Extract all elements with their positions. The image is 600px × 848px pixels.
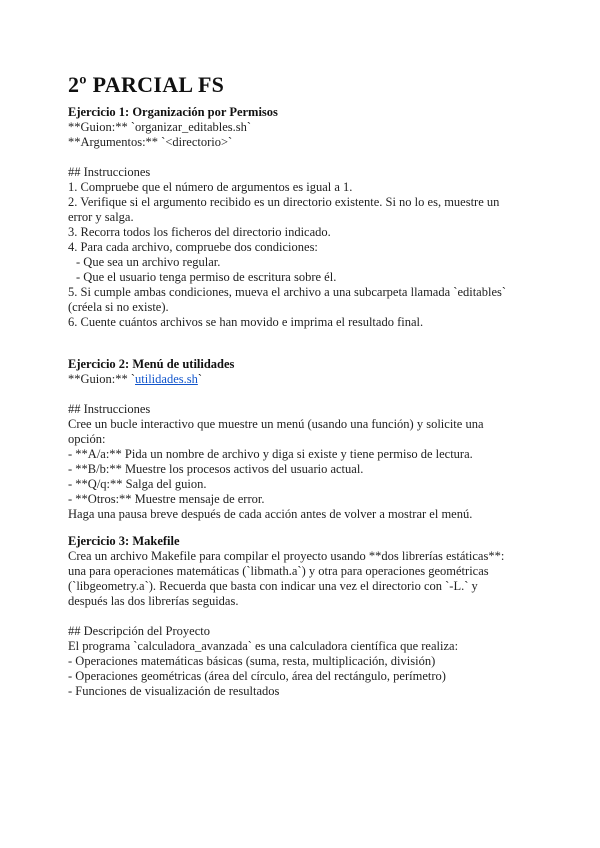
- ejercicio-3-descripcion-label: ## Descripción del Proyecto: [68, 624, 210, 638]
- sub-bullet: - Que el usuario tenga permiso de escritura sobre él.: [76, 270, 337, 284]
- menu-option: - **Otros:** Muestre mensaje de error.: [68, 492, 265, 506]
- body-line: opción:: [68, 432, 106, 446]
- ejercicio-3-heading: Ejercicio 3: Makefile: [68, 534, 180, 548]
- ejercicio-1-heading: Ejercicio 1: Organización por Permisos: [68, 105, 278, 119]
- ejercicio-1-guion: **Guion:** `organizar_editables.sh`: [68, 120, 252, 134]
- step: 2. Verifique si el argumento recibido es un directorio existente. Si no lo es, muestre un: [68, 195, 500, 209]
- menu-option: - **A/a:** Pida un nombre de archivo y diga si existe y tiene permiso de lectura.: [68, 447, 473, 461]
- bullet-line: - Operaciones matemáticas básicas (suma, resta, multiplicación, división): [68, 654, 436, 668]
- section-ejercicio-1: [68, 105, 544, 330]
- spacer: [68, 609, 544, 624]
- bullet-line: - Funciones de visualización de resultados: [68, 684, 280, 698]
- sub-bullet: - Que sea un archivo regular.: [76, 255, 221, 269]
- spacer: [68, 330, 544, 357]
- body-line: El programa `calculadora_avanzada` es una calculadora científica que realiza:: [68, 639, 459, 653]
- step: 6. Cuente cuántos archivos se han movido e imprima el resultado final.: [68, 315, 424, 329]
- step: 5. Si cumple ambas condiciones, mueva el archivo a una subcarpeta llamada `editables`: [68, 285, 507, 299]
- step: 3. Recorra todos los ficheros del directorio indicado.: [68, 225, 331, 239]
- body-line: (`libgeometry.a`). Recuerda que basta con indicar una vez el directorio con `-L.` y: [68, 579, 478, 593]
- ejercicio-1-argumentos: **Argumentos:** `<directorio>`: [68, 135, 233, 149]
- body-line: Haga una pausa breve después de cada acción antes de volver a mostrar el menú.: [68, 507, 473, 521]
- spacer: [68, 387, 544, 402]
- body-line: Crea un archivo Makefile para compilar el proyecto usando **dos librerías estáticas**:: [68, 549, 505, 563]
- spacer: [68, 522, 544, 534]
- ejercicio-2-guion-line: [68, 372, 544, 387]
- menu-option: - **B/b:** Muestre los procesos activos del usuario actual.: [68, 462, 364, 476]
- body-line: Cree un bucle interactivo que muestre un menú (usando una función) y solicite una: [68, 417, 484, 431]
- ejercicio-2-instrucciones-label: ## Instrucciones: [68, 402, 151, 416]
- step: 1. Compruebe que el número de argumentos es igual a 1.: [68, 180, 353, 194]
- document-title: 2º PARCIAL FS: [68, 72, 225, 97]
- step-continuation: error y salga.: [68, 210, 134, 224]
- body-line: una para operaciones matemáticas (`libmath.a`) y otra para operaciones geométricas: [68, 564, 489, 578]
- guion-suffix: `: [197, 372, 203, 386]
- step-continuation: (créela si no existe).: [68, 300, 169, 314]
- ejercicio-1-instrucciones-label: ## Instrucciones: [68, 165, 151, 179]
- section-ejercicio-2: [68, 357, 544, 522]
- step: 4. Para cada archivo, compruebe dos condiciones:: [68, 240, 318, 254]
- ejercicio-2-heading: Ejercicio 2: Menú de utilidades: [68, 357, 235, 371]
- utilidades-sh-link[interactable]: utilidades.sh: [135, 372, 198, 386]
- section-ejercicio-3: [68, 534, 544, 699]
- bullet-line: - Operaciones geométricas (área del círculo, área del rectángulo, perímetro): [68, 669, 446, 683]
- menu-option: - **Q/q:** Salga del guion.: [68, 477, 207, 491]
- spacer: [68, 150, 544, 165]
- guion-prefix: **Guion:** `: [68, 372, 136, 386]
- body-line: después las dos librerías seguidas.: [68, 594, 239, 608]
